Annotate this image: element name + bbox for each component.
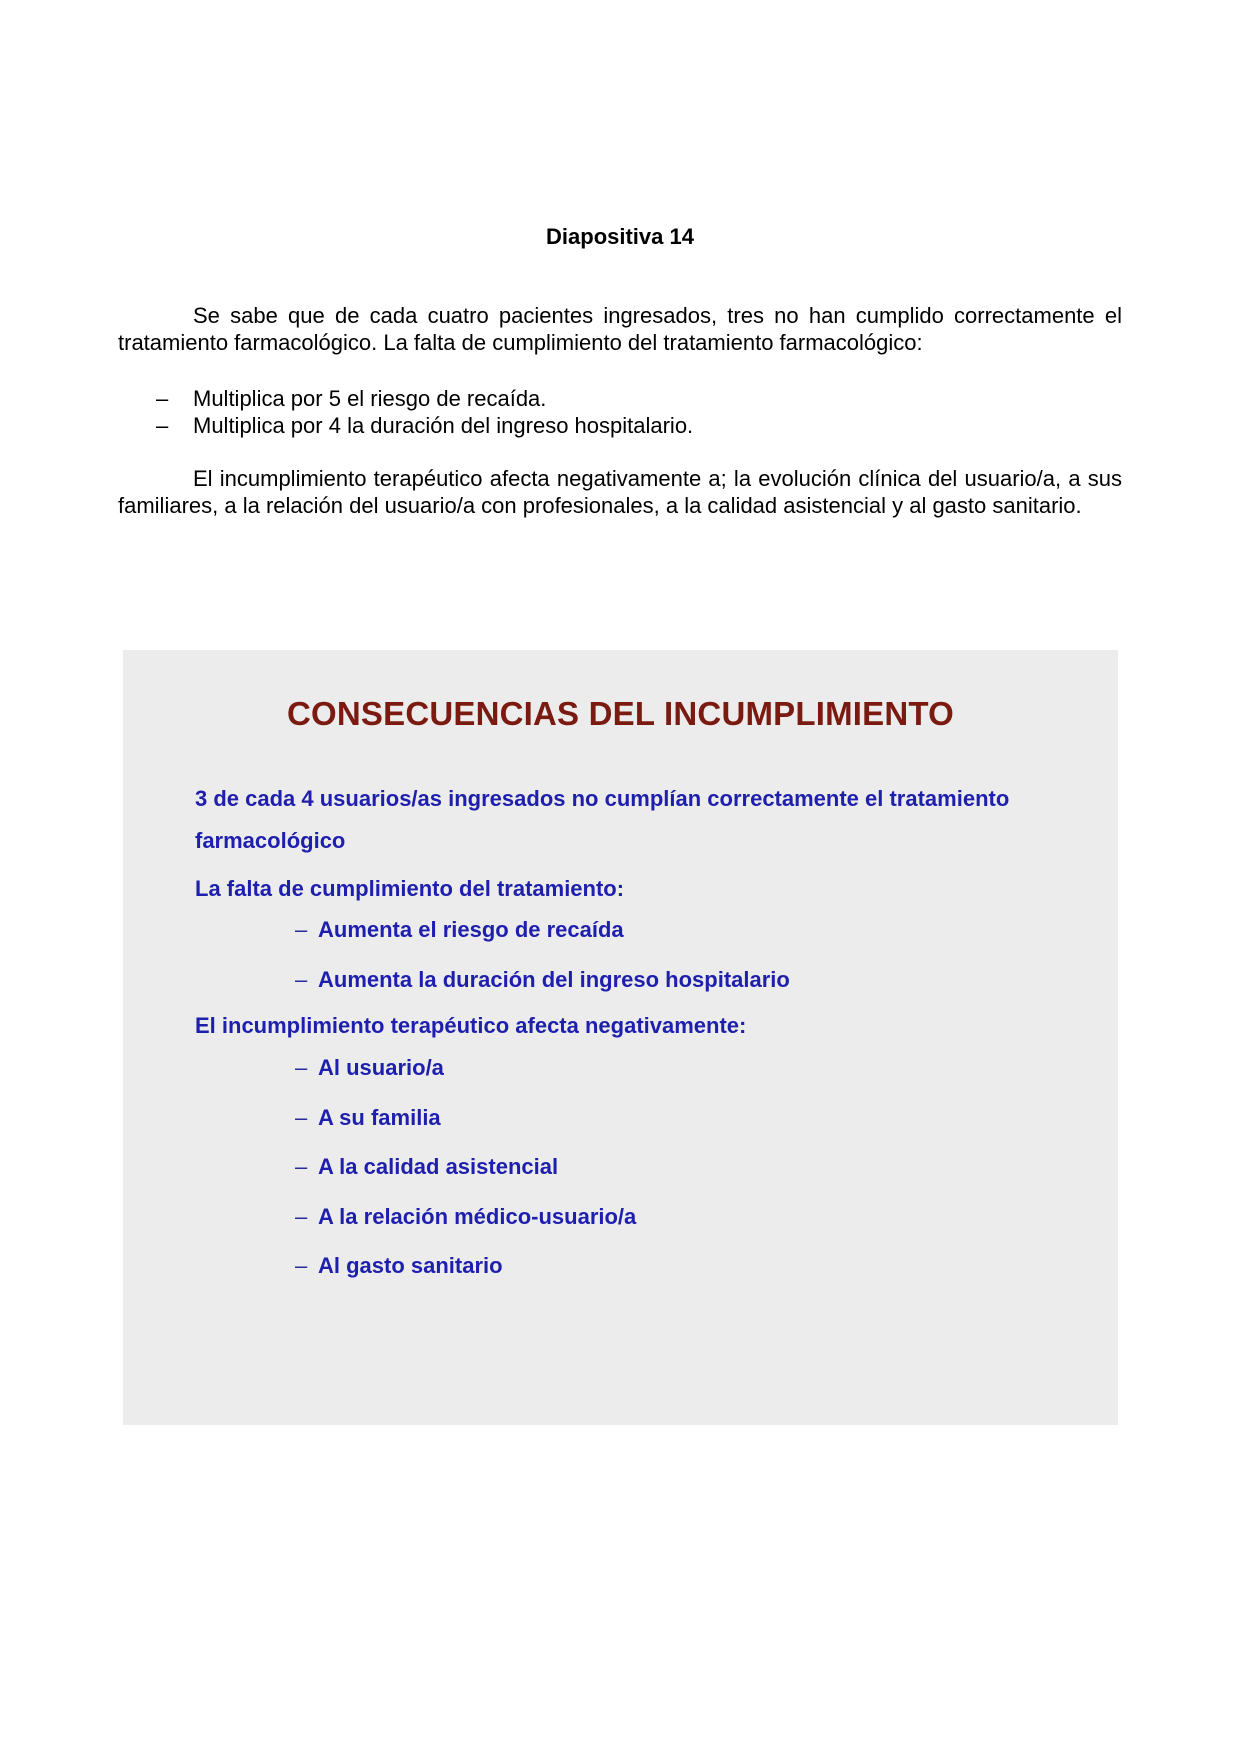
slide-sub-list [123, 915, 790, 1014]
slide-sub-list-item [123, 1152, 636, 1202]
slide-statement: 3 de cada 4 usuarios/as ingresados no cumplían correctamente el tratamiento farmacológico [195, 786, 1010, 853]
dash-bullet-icon: – [156, 413, 169, 438]
intro-list-item [118, 385, 1122, 412]
dash-bullet-icon: – [295, 1055, 308, 1080]
slide-sub-list-item-text: A la calidad asistencial [318, 1154, 559, 1179]
slide-sub-list-item-text: Aumenta la duración del ingreso hospitalario [318, 966, 790, 992]
slide-sub-list-item [123, 1103, 636, 1153]
slide-sub-list-item-text: Aumenta el riesgo de recaída [318, 917, 624, 942]
intro-list-item-text: Multiplica por 4 la duración del ingreso hospitalario. [193, 413, 694, 438]
intro-list [118, 385, 1122, 439]
slide-sub-list-item-text: Al usuario/a [318, 1055, 444, 1080]
slide-sub-list-item-text: A la relación médico-usuario/a [318, 1203, 637, 1229]
dash-bullet-icon: – [295, 1104, 308, 1130]
slide-image [123, 650, 1118, 1425]
slide-sub-list-item [123, 1053, 636, 1103]
slide-sub-list-item [123, 1202, 636, 1252]
dash-bullet-icon: – [295, 1203, 308, 1229]
intro-list-item [118, 412, 1122, 439]
dash-bullet-icon: – [295, 1253, 308, 1278]
dash-bullet-icon: – [156, 386, 169, 411]
slide-sub-list-item-text: Al gasto sanitario [318, 1253, 503, 1278]
slide-section-heading: La falta de cumplimiento del tratamiento: [195, 876, 625, 901]
slide-section-heading: El incumplimiento terapéutico afecta negativamente: [195, 1013, 747, 1038]
slide-title: CONSECUENCIAS DEL INCUMPLIMIENTO [286, 695, 955, 732]
slide-sub-list [123, 1053, 636, 1301]
dash-bullet-icon: – [295, 1154, 308, 1179]
closing-paragraph: El incumplimiento terapéutico afecta negativamente a; la evolución clínica del usuario/a, a sus familiares, a la relación del usuario/a con profesionales, a la calidad asistencial y al gasto sanitario. [118, 466, 1122, 518]
page-heading: Diapositiva 14 [546, 224, 694, 249]
dash-bullet-icon: – [295, 917, 308, 942]
slide-sub-list-item-text: A su familia [318, 1104, 441, 1130]
intro-list-item-text: Multiplica por 5 el riesgo de recaída. [193, 386, 547, 411]
intro-paragraph: Se sabe que de cada cuatro pacientes ingresados, tres no han cumplido correctamente el tratamiento farmacológico. La falta de cumplimiento del tratamiento farmacológico: [118, 303, 1122, 355]
slide-sub-list-item [123, 1251, 636, 1301]
dash-bullet-icon: – [295, 966, 308, 992]
slide-sub-list-item [123, 915, 790, 965]
